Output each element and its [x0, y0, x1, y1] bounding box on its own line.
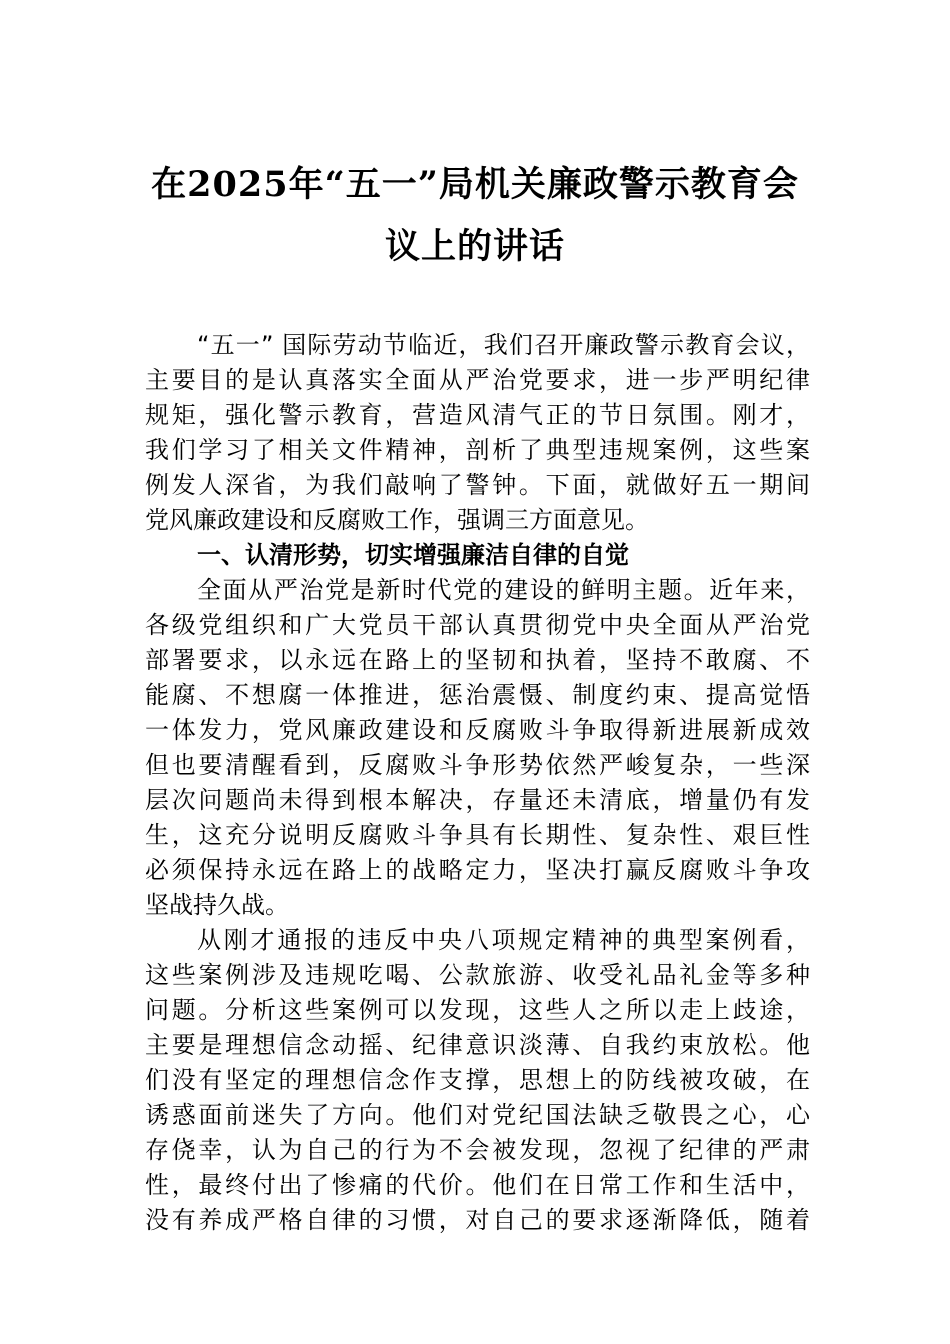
body-line: 诱惑面前迷失了方向。他们对党纪国法缺乏敬畏之心，心: [145, 1101, 810, 1129]
section-heading: 一、认清形势，切实增强廉洁自律的自觉: [197, 541, 629, 569]
body-line: 部署要求，以永远在路上的坚韧和执着，坚持不敢腐、不: [145, 646, 810, 674]
body-line: 我们学习了相关文件精神，剖析了典型违规案例，这些案: [145, 436, 810, 464]
body-line: 层次问题尚未得到根本解决，存量还未清底，增量仍有发: [145, 786, 810, 814]
body-line: 主要是理想信念动摇、纪律意识淡薄、自我约束放松。他: [145, 1031, 810, 1059]
body-line: 生，这充分说明反腐败斗争具有长期性、复杂性、艰巨性: [145, 821, 810, 849]
body-line: 主要目的是认真落实全面从严治党要求，进一步严明纪律: [145, 366, 810, 394]
body-line: 性，最终付出了惨痛的代价。他们在日常工作和生活中，: [145, 1171, 810, 1199]
body-line: 例发人深省，为我们敲响了警钟。下面，就做好五一期间: [145, 471, 810, 499]
body-line: 没有养成严格自律的习惯，对自己的要求逐渐降低，随着: [145, 1206, 810, 1234]
document-body: [145, 329, 810, 1234]
body-line: 存侥幸，认为自己的行为不会被发现，忽视了纪律的严肃: [145, 1136, 810, 1164]
document-title-line-1: 在2025年“五一”局机关廉政警示教育会: [151, 164, 799, 205]
body-line: 能腐、不想腐一体推进，惩治震慑、制度约束、提高觉悟: [145, 681, 810, 709]
body-line: 问题。分析这些案例可以发现，这些人之所以走上歧途，: [145, 996, 810, 1024]
document-title-line-2: 议上的讲话: [384, 226, 565, 267]
body-line: 们没有坚定的理想信念作支撑，思想上的防线被攻破，在: [145, 1066, 810, 1094]
body-line: 这些案例涉及违规吃喝、公款旅游、收受礼品礼金等多种: [145, 961, 810, 989]
body-line: “五一” 国际劳动节临近，我们召开廉政警示教育会议，: [197, 331, 810, 359]
body-line: 党风廉政建设和反腐败工作，强调三方面意见。: [145, 506, 649, 534]
body-line: 规矩，强化警示教育，营造风清气正的节日氛围。刚才，: [145, 401, 810, 429]
body-line: 一体发力，党风廉政建设和反腐败斗争取得新进展新成效: [145, 716, 810, 744]
body-line: 全面从严治党是新时代党的建设的鲜明主题。近年来，: [197, 576, 810, 604]
body-line: 但也要清醒看到，反腐败斗争形势依然严峻复杂，一些深: [145, 751, 810, 779]
body-line: 必须保持永远在路上的战略定力，坚决打赢反腐败斗争攻: [145, 856, 810, 884]
body-line: 各级党组织和广大党员干部认真贯彻党中央全面从严治党: [145, 611, 810, 639]
body-line: 从刚才通报的违反中央八项规定精神的典型案例看，: [197, 926, 810, 954]
body-line: 坚战持久战。: [145, 891, 289, 919]
